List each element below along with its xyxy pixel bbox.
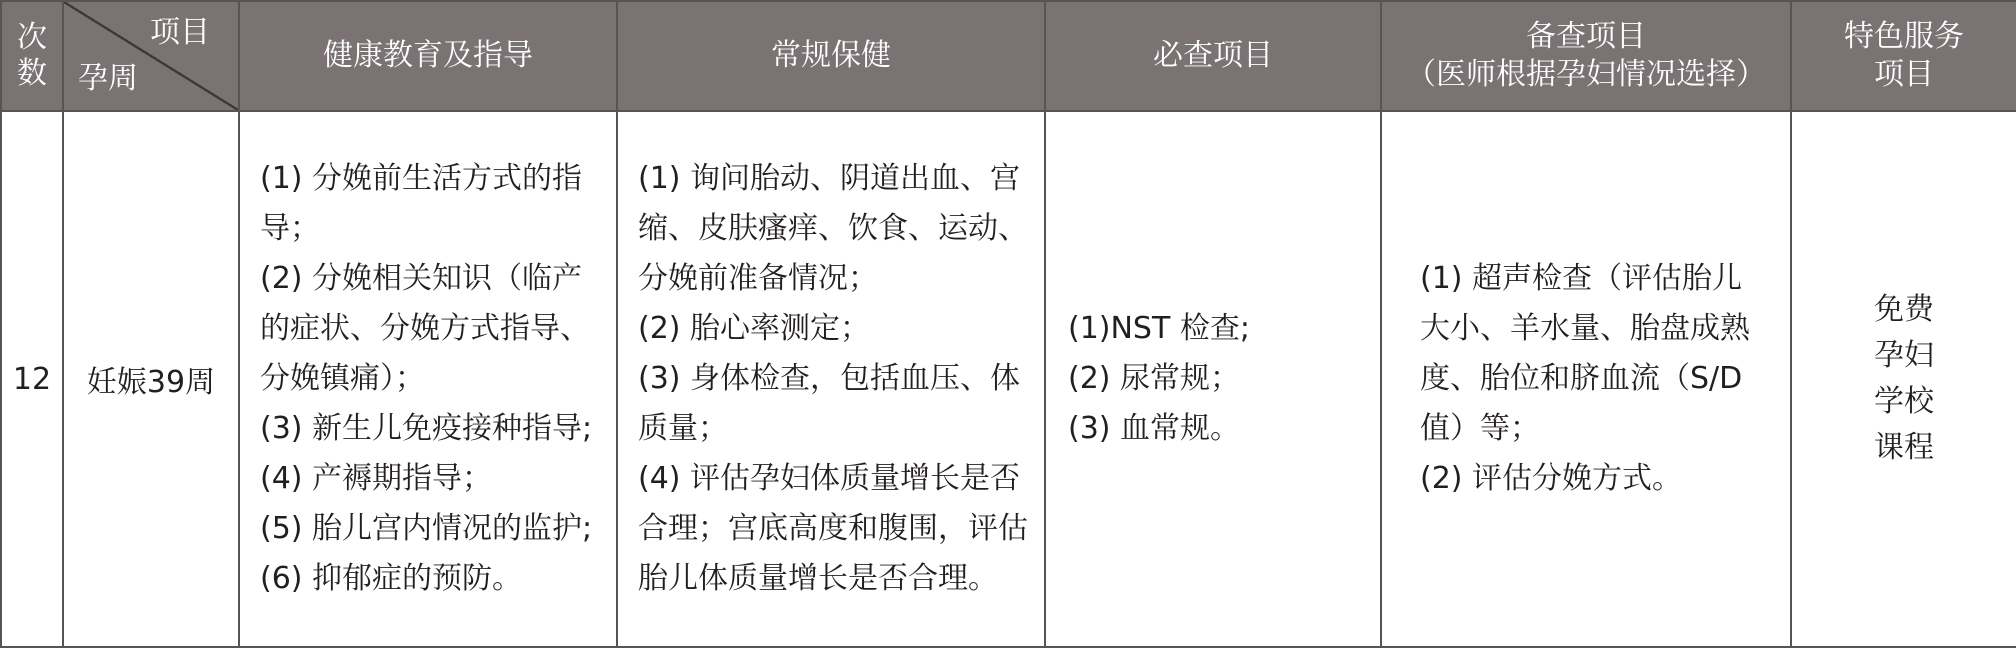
header-required-items-label: 必查项目 [1153,38,1273,73]
header-item-label: 项目 [150,15,210,50]
table-row [1,111,2016,647]
cell-routine-care [617,111,1045,647]
header-routine-care [617,1,1045,111]
header-optional-items [1381,1,1791,111]
header-health-education-label: 健康教育及指导 [323,38,533,73]
routine-care-list [638,154,1030,604]
cell-optional-items [1381,111,1791,647]
optional-items-list [1420,254,1760,504]
required-items-list [1068,304,1380,454]
health-education-item-6: (6) 抑郁症的预防。 [260,561,523,596]
week-value: 妊娠39周 [86,365,216,400]
health-education-item-1: (1) 分娩前生活方式的指导； [260,161,583,246]
required-item-1: (1)NST 检查; [1068,311,1250,346]
special-services-value: 免费孕妇学校课程 [1874,292,1934,465]
routine-care-item-1: (1) 询问胎动、阴道出血、宫缩、皮肤瘙痒、饮食、运动、分娩前准备情况； [638,161,1028,296]
header-times-label: 次数 [17,20,47,91]
cell-times [1,111,63,647]
required-item-3: (3) 血常规。 [1068,411,1241,446]
optional-item-1: (1) 超声检查（评估胎儿大小、羊水量、胎盘成熟度、胎位和脐血流（S/D 值）等； [1420,261,1750,446]
routine-care-item-4: (4) 评估孕妇体质量增长是否合理；宫底高度和腹围，评估胎儿体质量增长是否合理。 [638,461,1028,596]
times-value: 12 [12,361,52,397]
cell-special-services [1791,111,2016,647]
health-education-list [260,154,602,604]
health-education-item-4: (4) 产褥期指导； [260,461,493,496]
header-optional-items-note: （医师根据孕妇情况选择） [1406,57,1766,92]
header-week-label: 孕周 [78,61,138,96]
routine-care-item-3: (3) 身体检查，包括血压、体质量； [638,361,1021,446]
cell-health-education [239,111,617,647]
header-routine-care-label: 常规保健 [771,38,891,73]
cell-week [63,111,239,647]
optional-item-2: (2) 评估分娩方式。 [1420,461,1683,496]
header-special-services [1791,1,2016,111]
health-education-item-5: (5) 胎儿宫内情况的监护; [260,511,593,546]
header-optional-items-label: 备查项目 [1526,19,1646,54]
header-special-services-label: 特色服务项目 [1844,19,1964,92]
health-education-item-2: (2) 分娩相关知识（临产的症状、分娩方式指导、分娩镇痛）； [260,261,590,396]
header-required-items [1045,1,1381,111]
routine-care-item-2: (2) 胎心率测定； [638,311,871,346]
required-item-2: (2) 尿常规； [1068,361,1241,396]
health-education-item-3: (3) 新生儿免疫接种指导; [260,411,593,446]
header-times [1,1,63,111]
header-row [1,1,2016,111]
header-item-week-diagonal [63,1,239,111]
cell-required-items [1045,111,1381,647]
header-health-education [239,1,617,111]
